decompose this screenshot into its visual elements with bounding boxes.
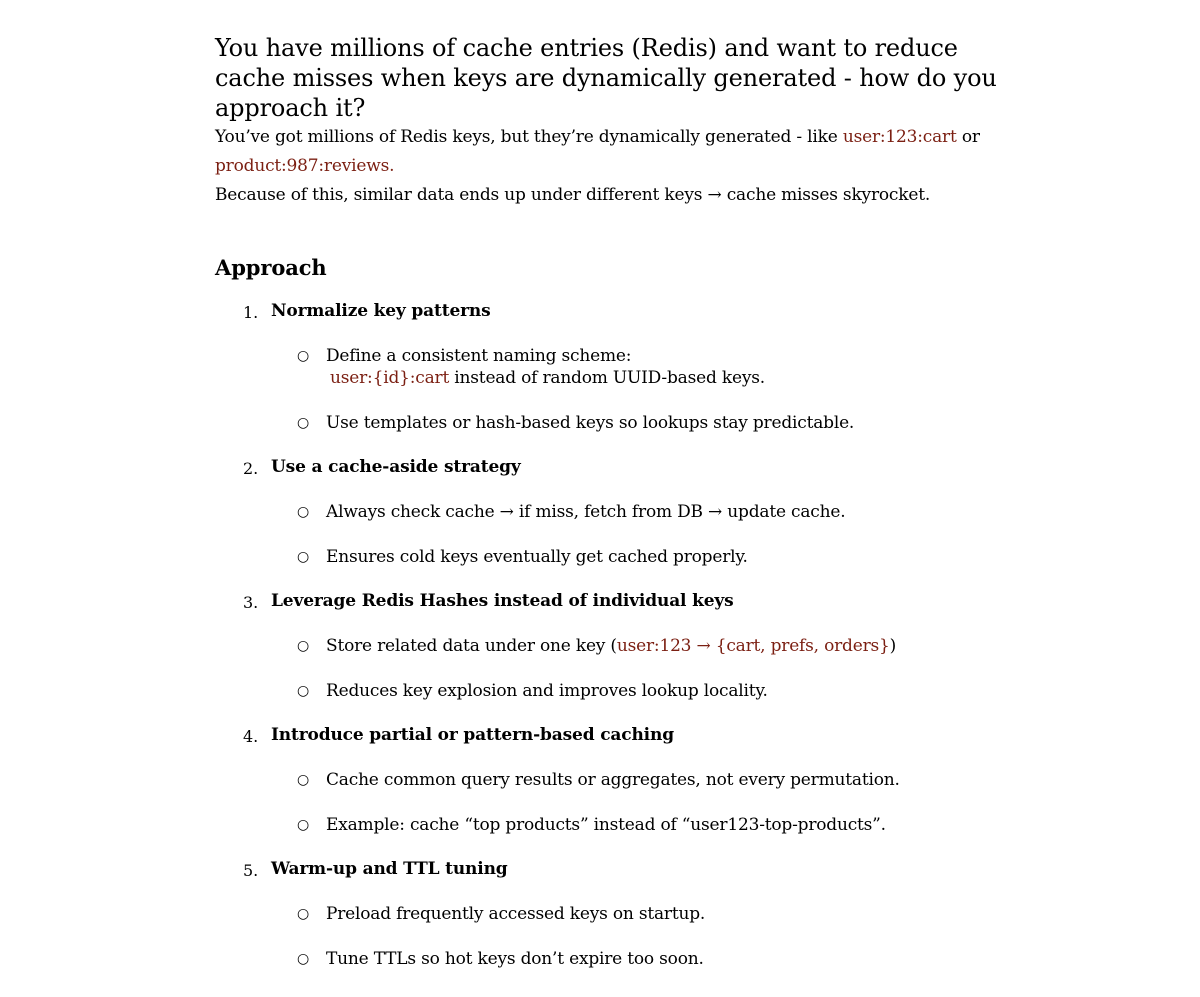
list-item-text: instead of random UUID-based keys. bbox=[449, 368, 765, 388]
step-title: Normalize key patterns bbox=[271, 301, 491, 321]
code-example-hash: user:123 → {cart, prefs, orders} bbox=[616, 636, 890, 656]
intro-consequence: Because of this, similar data ends up under different keys → cache misses skyrocket. bbox=[215, 185, 931, 205]
list-item: Use templates or hash-based keys so lookups stay predictable. bbox=[326, 413, 855, 433]
step-title: Introduce partial or pattern-based caching bbox=[271, 725, 674, 745]
bullet-icon: ○ bbox=[297, 817, 310, 833]
step-number: 5. bbox=[243, 861, 259, 880]
code-example-key-template: user:{id}:cart bbox=[330, 368, 450, 388]
list-item: Ensures cold keys eventually get cached properly. bbox=[326, 547, 748, 567]
list-item bbox=[326, 635, 896, 657]
list-item-text: ) bbox=[889, 636, 897, 656]
step-number: 2. bbox=[243, 459, 259, 478]
intro-text: You’ve got millions of Redis keys, but they’re dynamically generated - like bbox=[215, 127, 843, 147]
bullet-icon: ○ bbox=[297, 415, 310, 431]
page-title: You have millions of cache entries (Redis) and want to reduce cache misses when keys are dynamically generated - how do you approach it? bbox=[215, 34, 997, 122]
list-item: Always check cache → if miss, fetch from DB → update cache. bbox=[326, 502, 846, 522]
bullet-icon: ○ bbox=[297, 906, 310, 922]
list-item-text: Store related data under one key ( bbox=[326, 636, 617, 656]
bullet-icon: ○ bbox=[297, 504, 310, 520]
bullet-icon: ○ bbox=[297, 638, 310, 654]
step-title: Use a cache-aside strategy bbox=[271, 457, 521, 477]
step-number: 3. bbox=[243, 593, 259, 612]
bullet-icon: ○ bbox=[297, 683, 310, 699]
step-number: 4. bbox=[243, 727, 259, 746]
list-item: Cache common query results or aggregates, not every permutation. bbox=[326, 770, 900, 790]
list-item: Reduces key explosion and improves lookup locality. bbox=[326, 681, 768, 701]
intro-text-or: or bbox=[956, 127, 980, 147]
code-example-product-reviews: product:987:reviews. bbox=[215, 156, 395, 176]
approach-heading: Approach bbox=[215, 255, 327, 280]
list-item: Example: cache “top products” instead of “user123-top-products”. bbox=[326, 815, 886, 835]
list-item bbox=[326, 345, 765, 389]
list-item-text: Define a consistent naming scheme: bbox=[326, 346, 632, 366]
bullet-icon: ○ bbox=[297, 549, 310, 565]
code-example-user-cart: user:123:cart bbox=[842, 127, 957, 147]
bullet-icon: ○ bbox=[297, 772, 310, 788]
bullet-icon: ○ bbox=[297, 348, 310, 364]
step-title: Warm-up and TTL tuning bbox=[271, 859, 508, 879]
list-item: Tune TTLs so hot keys don’t expire too soon. bbox=[326, 949, 704, 969]
step-number: 1. bbox=[243, 303, 259, 322]
intro-paragraph bbox=[215, 123, 995, 210]
list-item: Preload frequently accessed keys on startup. bbox=[326, 904, 706, 924]
step-title: Leverage Redis Hashes instead of individual keys bbox=[271, 591, 734, 611]
bullet-icon: ○ bbox=[297, 951, 310, 967]
